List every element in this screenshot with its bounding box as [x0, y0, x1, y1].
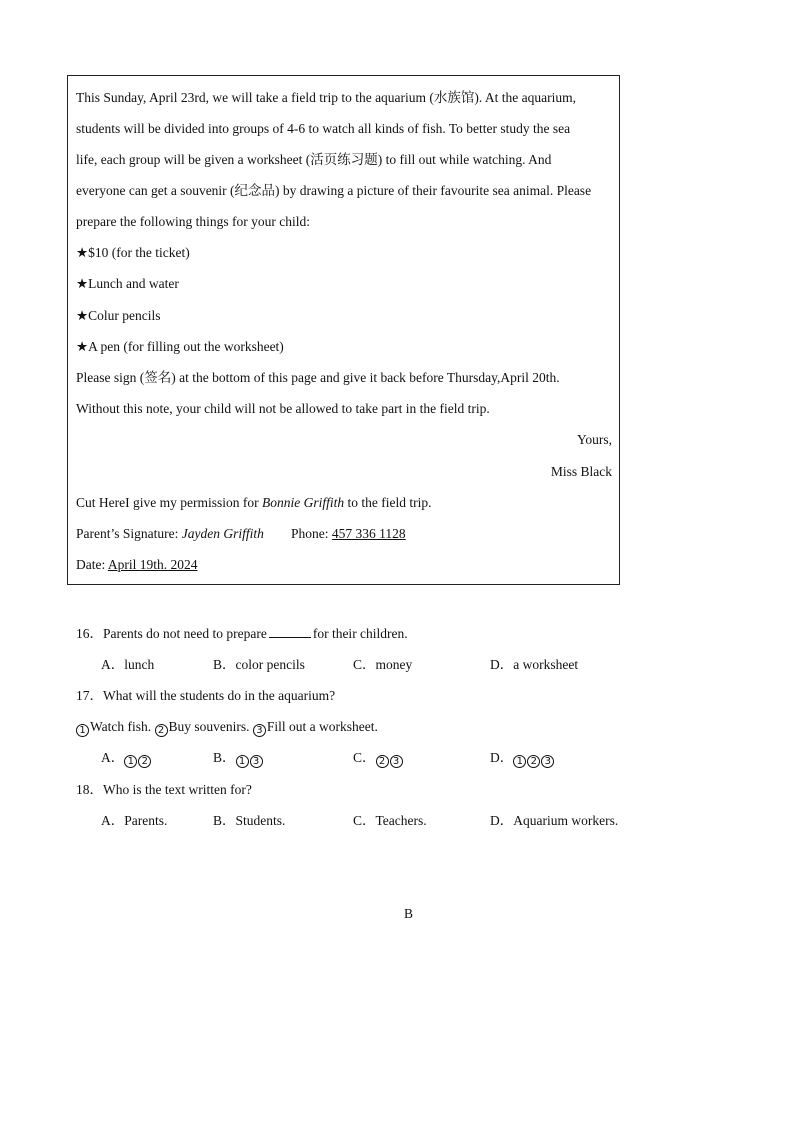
- circled-3-icon: 3: [253, 724, 266, 737]
- list-item: ★Lunch and water: [76, 276, 179, 291]
- phone-number: 457 336 1128: [331, 526, 406, 541]
- notice-line-4: everyone can get a souvenir (纪念品) by drawing a picture of their favourite sea animal. Please: [76, 183, 592, 198]
- signature-name: Jayden Griffith: [181, 526, 264, 541]
- answer-blank: [269, 625, 311, 638]
- signer: Miss Black: [550, 464, 612, 479]
- circled-3-icon: 3: [250, 755, 263, 768]
- q17-option-c-label: C．: [353, 750, 376, 765]
- q16-stem-pre: 16．Parents do not need to prepare: [76, 626, 267, 641]
- signature-label: Parent’s Signature:: [76, 526, 182, 541]
- q17-statement-3: Fill out a worksheet.: [266, 719, 378, 734]
- q17-statements: [76, 718, 378, 737]
- circled-2-icon: 2: [155, 724, 168, 737]
- section-label: B: [404, 906, 414, 921]
- circled-3-icon: 3: [390, 755, 403, 768]
- q17-option-a-label: A．: [101, 750, 125, 765]
- q17-statement-1: Watch fish.: [90, 719, 152, 734]
- q18-option-b: B．Students.: [213, 813, 286, 828]
- q17-option-c: [353, 749, 404, 768]
- q16-option-d: D．a worksheet: [490, 657, 579, 672]
- q16-option-b: B．color pencils: [213, 657, 305, 672]
- question-17-stem: 17．What will the students do in the aquarium?: [76, 688, 336, 703]
- q16-option-c: C．money: [353, 657, 413, 672]
- permission-line: [76, 494, 431, 512]
- list-item: ★$10 (for the ticket): [76, 245, 190, 260]
- circled-1-icon: 1: [76, 724, 89, 737]
- signature-line: [76, 525, 264, 543]
- q17-option-d: [490, 749, 555, 768]
- circled-2-icon: 2: [138, 755, 151, 768]
- q18-option-a: A．Parents.: [101, 813, 168, 828]
- permission-prefix: Cut HereI give my permission for: [76, 495, 262, 510]
- q17-option-b: [213, 749, 264, 768]
- notice-line-1: This Sunday, April 23rd, we will take a field trip to the aquarium (水族馆). At the aquarium,: [76, 90, 577, 105]
- circled-3-icon: 3: [541, 755, 554, 768]
- notice-line-3: life, each group will be given a worksheet (活页练习题) to fill out while watching. And: [76, 152, 552, 167]
- date-line: [76, 556, 198, 574]
- closing: Yours,: [576, 432, 612, 447]
- q16-option-a: A．lunch: [101, 657, 155, 672]
- q17-option-a: [101, 749, 152, 768]
- q17-option-b-label: B．: [213, 750, 236, 765]
- permission-suffix: to the field trip.: [344, 495, 432, 510]
- circled-1-icon: 1: [236, 755, 249, 768]
- child-name: Bonnie Griffith: [261, 495, 345, 510]
- circled-1-icon: 1: [124, 755, 137, 768]
- notice-line-5: prepare the following things for your child:: [76, 214, 310, 229]
- q17-option-d-label: D．: [490, 750, 514, 765]
- phone-line: [291, 525, 406, 543]
- question-18-stem: 18．Who is the text written for?: [76, 782, 252, 797]
- date-label: Date:: [76, 557, 108, 572]
- circled-2-icon: 2: [527, 755, 540, 768]
- list-item: ★A pen (for filling out the worksheet): [76, 339, 284, 354]
- circled-2-icon: 2: [376, 755, 389, 768]
- phone-label: Phone:: [291, 526, 332, 541]
- notice-line-7: Without this note, your child will not be allowed to take part in the field trip.: [76, 401, 490, 416]
- question-16-stem: [76, 625, 408, 643]
- list-item: ★Colur pencils: [76, 308, 161, 323]
- date-value: April 19th. 2024: [107, 557, 198, 572]
- q18-option-c: C．Teachers.: [353, 813, 427, 828]
- q18-option-d: D．Aquarium workers.: [490, 813, 619, 828]
- notice-line-6: Please sign (签名) at the bottom of this page and give it back before Thursday,April 20th.: [76, 370, 560, 385]
- circled-1-icon: 1: [513, 755, 526, 768]
- notice-line-2: students will be divided into groups of 4-6 to watch all kinds of fish. To better study the sea: [76, 121, 571, 136]
- q17-statement-2: Buy souvenirs.: [168, 719, 250, 734]
- q16-stem-post: for their children.: [312, 626, 408, 641]
